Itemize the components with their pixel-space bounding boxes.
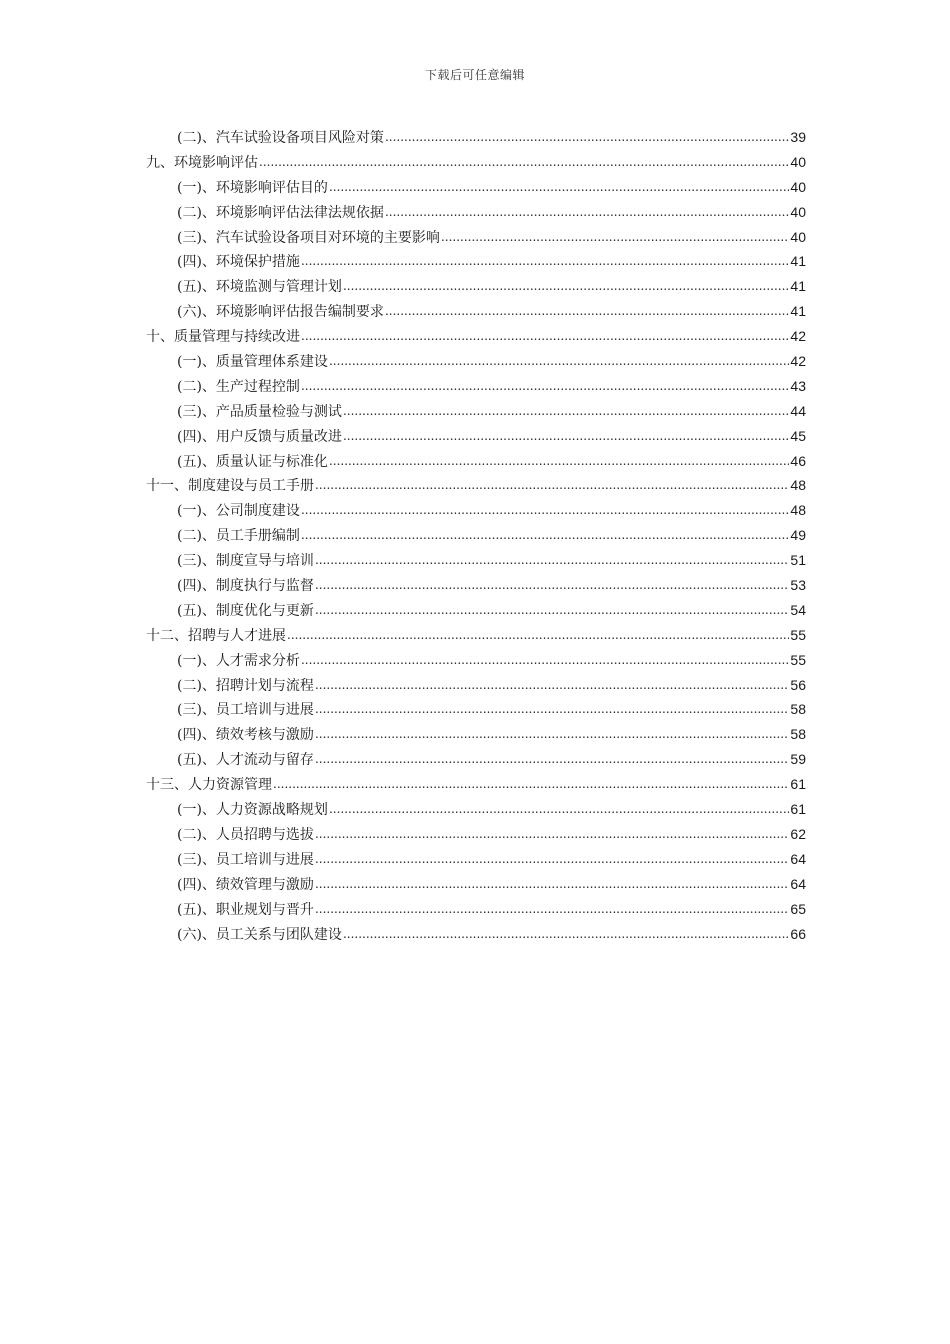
toc-section-entry[interactable] [146, 573, 806, 598]
toc-page-number: 66 [790, 925, 806, 942]
toc-page-number: 43 [790, 377, 806, 394]
toc-dot-leader [343, 424, 789, 449]
toc-entry-title: (一)、公司制度建设 [177, 503, 300, 520]
toc-entry-title: (三)、产品质量检验与测试 [177, 403, 342, 420]
toc-entry-title: (四)、环境保护措施 [177, 254, 300, 271]
toc-page-number: 58 [790, 701, 806, 718]
toc-dot-leader [301, 648, 789, 673]
toc-dot-leader [315, 722, 789, 747]
toc-entry-title: (五)、职业规划与晋升 [177, 901, 314, 918]
toc-dot-leader [385, 299, 789, 324]
toc-entry-title: (五)、制度优化与更新 [177, 602, 314, 619]
toc-dot-leader [329, 175, 789, 200]
toc-page-number: 41 [790, 278, 806, 295]
toc-section-entry[interactable] [146, 922, 806, 947]
toc-entry-title: (五)、环境监测与管理计划 [177, 279, 342, 296]
toc-dot-leader [301, 324, 789, 349]
toc-page-number: 62 [790, 825, 806, 842]
toc-dot-leader [315, 747, 789, 772]
toc-page-number: 61 [790, 801, 806, 818]
toc-page-number: 64 [790, 875, 806, 892]
toc-section-entry[interactable] [146, 249, 806, 274]
toc-dot-leader [315, 897, 789, 922]
toc-section-entry[interactable] [146, 872, 806, 897]
toc-page-number: 46 [790, 452, 806, 469]
toc-entry-title: (三)、汽车试验设备项目对环境的主要影响 [177, 229, 440, 246]
toc-dot-leader [315, 548, 789, 573]
toc-page-number: 58 [790, 726, 806, 743]
toc-page-number: 48 [790, 477, 806, 494]
toc-page-number: 40 [790, 178, 806, 195]
toc-entry-title: (一)、人力资源战略规划 [177, 802, 328, 819]
toc-page-number: 55 [790, 626, 806, 643]
toc-page-number: 55 [790, 651, 806, 668]
toc-entry-title: (二)、人员招聘与选拔 [177, 826, 314, 843]
toc-entry-title: (六)、员工关系与团队建设 [177, 926, 342, 943]
toc-page-number: 51 [790, 552, 806, 569]
toc-dot-leader [301, 498, 789, 523]
toc-section-entry[interactable] [146, 399, 806, 424]
toc-entry-title: (一)、人才需求分析 [177, 652, 300, 669]
toc-dot-leader [315, 573, 789, 598]
toc-dot-leader [259, 150, 789, 175]
toc-section-entry[interactable] [146, 648, 806, 673]
toc-dot-leader [385, 200, 789, 225]
toc-section-entry[interactable] [146, 200, 806, 225]
toc-chapter-entry[interactable] [146, 473, 806, 498]
toc-section-entry[interactable] [146, 897, 806, 922]
toc-section-entry[interactable] [146, 673, 806, 698]
toc-section-entry[interactable] [146, 697, 806, 722]
toc-dot-leader [385, 125, 789, 150]
toc-dot-leader [315, 697, 789, 722]
toc-section-entry[interactable] [146, 747, 806, 772]
toc-entry-title: 十三、人力资源管理 [146, 777, 272, 794]
toc-section-entry[interactable] [146, 274, 806, 299]
toc-chapter-entry[interactable] [146, 150, 806, 175]
toc-dot-leader [315, 822, 789, 847]
toc-section-entry[interactable] [146, 598, 806, 623]
toc-page-number: 48 [790, 502, 806, 519]
toc-section-entry[interactable] [146, 822, 806, 847]
toc-entry-title: (四)、用户反馈与质量改进 [177, 428, 342, 445]
toc-page-number: 41 [790, 253, 806, 270]
toc-section-entry[interactable] [146, 175, 806, 200]
toc-entry-title: 九、环境影响评估 [146, 154, 258, 171]
page-header: 下载后可任意编辑 [424, 68, 525, 82]
toc-section-entry[interactable] [146, 374, 806, 399]
toc-dot-leader [315, 598, 789, 623]
toc-page-number: 45 [790, 427, 806, 444]
toc-entry-title: (二)、环境影响评估法律法规依据 [177, 204, 384, 221]
toc-dot-leader [301, 374, 789, 399]
toc-entry-title: (三)、员工培训与进展 [177, 851, 314, 868]
toc-page-number: 41 [790, 303, 806, 320]
toc-entry-title: 十、质量管理与持续改进 [146, 329, 300, 346]
toc-page-number: 39 [790, 129, 806, 145]
toc-page-number: 42 [790, 353, 806, 370]
toc-entry-title: (四)、制度执行与监督 [177, 578, 314, 595]
toc-page-number: 65 [790, 900, 806, 917]
toc-chapter-entry[interactable] [146, 772, 806, 797]
toc-dot-leader [343, 274, 789, 299]
toc-entry-title: (五)、质量认证与标准化 [177, 453, 328, 470]
toc-dot-leader [329, 449, 789, 474]
toc-page-number: 53 [790, 577, 806, 594]
toc-page-number: 42 [790, 328, 806, 345]
toc-page-number: 40 [790, 153, 806, 170]
toc-section-entry[interactable] [146, 847, 806, 872]
toc-page-number: 64 [790, 850, 806, 867]
toc-dot-leader [273, 772, 789, 797]
toc-section-entry[interactable] [146, 349, 806, 374]
toc-page-number: 44 [790, 402, 806, 419]
toc-dot-leader [301, 249, 789, 274]
toc-dot-leader [301, 523, 789, 548]
toc-page-number: 59 [790, 751, 806, 768]
toc-page-number: 56 [790, 676, 806, 693]
toc-entry-title: (二)、生产过程控制 [177, 378, 300, 395]
toc-entry-title: (三)、员工培训与进展 [177, 702, 314, 719]
toc-page-number: 40 [790, 228, 806, 245]
toc-entry-title: (二)、招聘计划与流程 [177, 677, 314, 694]
toc-dot-leader [315, 673, 789, 698]
toc-dot-leader [315, 847, 789, 872]
toc-section-entry[interactable] [146, 449, 806, 474]
toc-entry-title: (六)、环境影响评估报告编制要求 [177, 304, 384, 321]
toc-dot-leader [343, 399, 789, 424]
toc-page-number: 61 [790, 776, 806, 793]
toc-entry-title: (二)、汽车试验设备项目风险对策 [177, 130, 384, 146]
toc-section-entry[interactable] [146, 424, 806, 449]
toc-dot-leader [315, 872, 789, 897]
toc-entry-title: (一)、质量管理体系建设 [177, 354, 328, 371]
toc-dot-leader [441, 225, 789, 250]
toc-dot-leader [329, 797, 789, 822]
toc-entry-title: 十二、招聘与人才进展 [146, 627, 286, 644]
table-of-contents [146, 125, 806, 946]
toc-section-entry[interactable] [146, 722, 806, 747]
toc-dot-leader [315, 473, 789, 498]
toc-page-number: 40 [790, 203, 806, 220]
toc-entry-title: (二)、员工手册编制 [177, 528, 300, 545]
toc-entry-title: (一)、环境影响评估目的 [177, 179, 328, 196]
toc-entry-title: (四)、绩效管理与激励 [177, 876, 314, 893]
toc-section-entry[interactable] [146, 498, 806, 523]
toc-entry-title: (五)、人才流动与留存 [177, 752, 314, 769]
toc-section-entry[interactable] [146, 125, 806, 150]
toc-dot-leader [287, 623, 789, 648]
toc-section-entry[interactable] [146, 548, 806, 573]
toc-section-entry[interactable] [146, 797, 806, 822]
toc-entry-title: (四)、绩效考核与激励 [177, 727, 314, 744]
toc-chapter-entry[interactable] [146, 324, 806, 349]
toc-section-entry[interactable] [146, 523, 806, 548]
toc-chapter-entry[interactable] [146, 623, 806, 648]
toc-page-number: 49 [790, 527, 806, 544]
toc-entry-title: 十一、制度建设与员工手册 [146, 478, 314, 495]
toc-entry-title: (三)、制度宣导与培训 [177, 553, 314, 570]
toc-page-number: 54 [790, 601, 806, 618]
toc-section-entry[interactable] [146, 299, 806, 324]
toc-section-entry[interactable] [146, 225, 806, 250]
toc-dot-leader [343, 922, 789, 947]
toc-dot-leader [329, 349, 789, 374]
